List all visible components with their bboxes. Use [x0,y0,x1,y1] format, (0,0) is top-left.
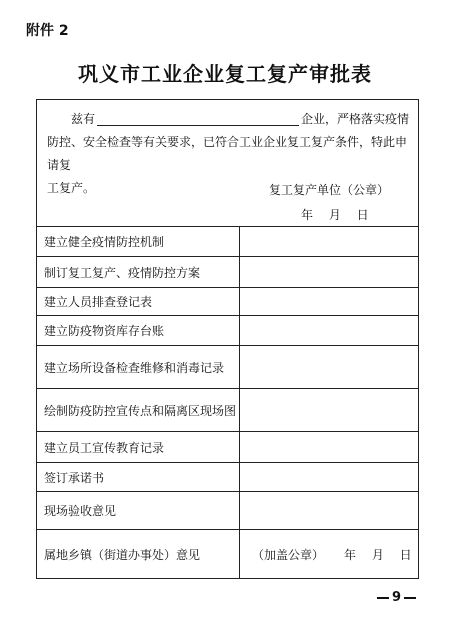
table-row [37,226,418,257]
table-row [37,432,418,463]
row-label: 建立人员排查登记表 [44,295,153,309]
statement-line-3: 工复产。 [47,181,96,195]
row-value-cell[interactable] [239,226,418,256]
statement-line-2: 防控、安全检查等有关要求，已符合工业企业复工复产条件，特此申请复 [47,135,408,172]
approval-row [37,530,418,578]
statement-suffix: 企业，严格落实疫情 [301,112,410,126]
attachment-label: 附件 2 [26,23,69,39]
row-label: 建立场所设备检查维修和消毒记录 [44,360,225,375]
approval-seal: （加盖公章） [252,547,325,562]
table-row [37,463,418,492]
application-date: 年 月 日 [301,208,369,222]
right-dash [404,597,416,599]
company-name-blank[interactable] [97,111,299,126]
row-value-cell[interactable] [239,346,418,388]
row-label: 建立员工宣传教育记录 [44,440,165,455]
row-value-cell[interactable] [239,257,418,287]
row-label: 制订复工复产、疫情防控方案 [44,265,201,280]
row-label: 签订承诺书 [44,470,105,485]
row-value-cell[interactable] [239,432,418,462]
applicant-signature: 复工复产单位（公章） [269,183,390,197]
table-row [37,389,418,432]
row-label: 建立防疫物资库存台账 [44,324,165,338]
approval-label: 属地乡镇（街道办事处）意见 [44,547,201,562]
row-value-cell[interactable] [239,316,418,345]
table-row [37,288,418,316]
table-row [37,257,418,288]
row-label: 建立健全疫情防控机制 [44,234,165,249]
page-footer [374,590,419,605]
table-row [37,316,418,346]
statement-line-1 [47,108,415,131]
row-label: 现场验收意见 [44,504,117,518]
approval-value-cell[interactable] [239,530,418,578]
row-value-cell[interactable] [239,492,418,529]
page-number: 9 [392,590,402,605]
approval-form [36,99,419,579]
document-title: 巩义市工业企业复工复产审批表 [78,62,372,86]
row-value-cell[interactable] [239,288,418,315]
row-value-cell[interactable] [239,389,418,431]
table-row [37,346,418,389]
left-dash [377,597,389,599]
table-row [37,492,418,530]
row-label: 绘制防疫防控宣传点和隔离区现场图 [44,403,237,418]
approval-date: 年 月 日 [344,547,412,562]
row-value-cell[interactable] [239,463,418,491]
statement-prefix: 兹有 [71,112,96,126]
application-statement [37,100,418,227]
